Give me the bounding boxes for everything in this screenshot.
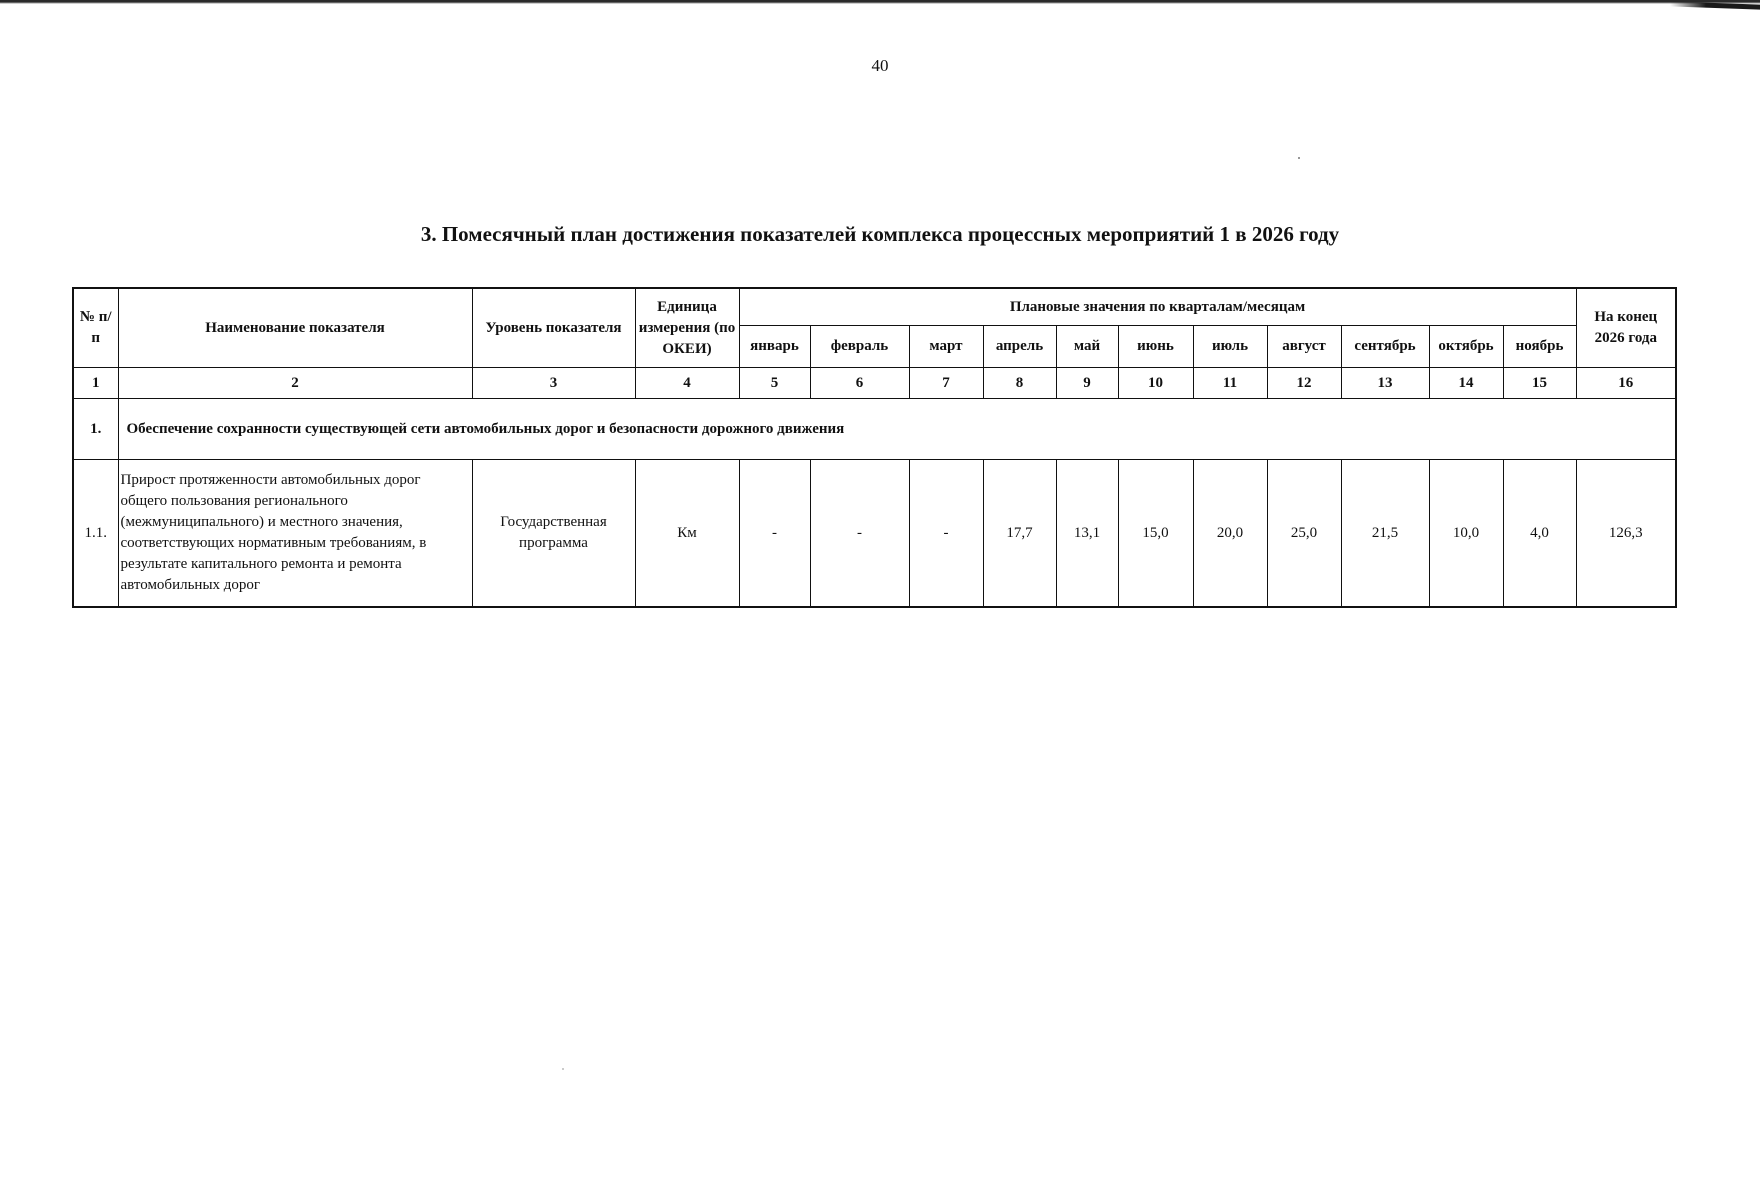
header-row — [73, 288, 1676, 326]
column-numbers-row — [73, 368, 1676, 399]
value-august: 25,0 — [1267, 460, 1341, 608]
column-number: 16 — [1576, 368, 1676, 399]
column-number: 6 — [810, 368, 909, 399]
page-title: 3. Помесячный план достижения показателей комплекса процессных мероприятий 1 в 2026 году — [420, 222, 1340, 246]
column-number: 9 — [1056, 368, 1118, 399]
column-number: 7 — [909, 368, 983, 399]
table-row — [73, 460, 1676, 608]
month-header: март — [909, 326, 983, 368]
column-number: 3 — [472, 368, 635, 399]
monthly-plan-table — [72, 287, 1677, 608]
indicator-level: Государственная программа — [472, 460, 635, 608]
header-indicator-level: Уровень показателя — [472, 288, 635, 368]
column-number: 13 — [1341, 368, 1429, 399]
section-number: 1. — [73, 399, 118, 460]
value-year-end: 126,3 — [1576, 460, 1676, 608]
column-number: 8 — [983, 368, 1056, 399]
scan-top-edge — [0, 0, 1760, 4]
indicator-unit: Км — [635, 460, 739, 608]
indicator-name: Прирост протяженности автомобильных дорог общего пользования регионального (межмуниципального) и местного значения, соответствующих нормативным требованиям, в результате капитального ремонта и ремонта автомобильных дорог — [118, 460, 472, 608]
scan-speck — [562, 1068, 564, 1070]
column-number: 5 — [739, 368, 810, 399]
month-header: апрель — [983, 326, 1056, 368]
header-indicator-name: Наименование показателя — [118, 288, 472, 368]
month-header: июль — [1193, 326, 1267, 368]
scan-speck — [1298, 157, 1300, 159]
column-number: 4 — [635, 368, 739, 399]
header-planned-values: Плановые значения по кварталам/месяцам — [739, 288, 1576, 326]
month-header: октябрь — [1429, 326, 1503, 368]
column-number: 2 — [118, 368, 472, 399]
value-july: 20,0 — [1193, 460, 1267, 608]
section-title: Обеспечение сохранности существующей сети автомобильных дорог и безопасности дорожного движения — [118, 399, 1676, 460]
row-number: 1.1. — [73, 460, 118, 608]
month-header: май — [1056, 326, 1118, 368]
value-june: 15,0 — [1118, 460, 1193, 608]
column-number: 1 — [73, 368, 118, 399]
column-number: 14 — [1429, 368, 1503, 399]
section-row — [73, 399, 1676, 460]
value-september: 21,5 — [1341, 460, 1429, 608]
page-number: 40 — [871, 56, 889, 75]
header-unit: Единица измерения (по ОКЕИ) — [635, 288, 739, 368]
header-num: № п/п — [73, 288, 118, 368]
column-number: 15 — [1503, 368, 1576, 399]
value-january: - — [739, 460, 810, 608]
month-header: июнь — [1118, 326, 1193, 368]
column-number: 12 — [1267, 368, 1341, 399]
month-header: январь — [739, 326, 810, 368]
value-march: - — [909, 460, 983, 608]
month-header: август — [1267, 326, 1341, 368]
month-header: сентябрь — [1341, 326, 1429, 368]
value-february: - — [810, 460, 909, 608]
column-number: 11 — [1193, 368, 1267, 399]
month-header: февраль — [810, 326, 909, 368]
column-number: 10 — [1118, 368, 1193, 399]
value-april: 17,7 — [983, 460, 1056, 608]
value-october: 10,0 — [1429, 460, 1503, 608]
value-november: 4,0 — [1503, 460, 1576, 608]
value-may: 13,1 — [1056, 460, 1118, 608]
month-header: ноябрь — [1503, 326, 1576, 368]
header-year-end: На конец 2026 года — [1576, 288, 1676, 368]
